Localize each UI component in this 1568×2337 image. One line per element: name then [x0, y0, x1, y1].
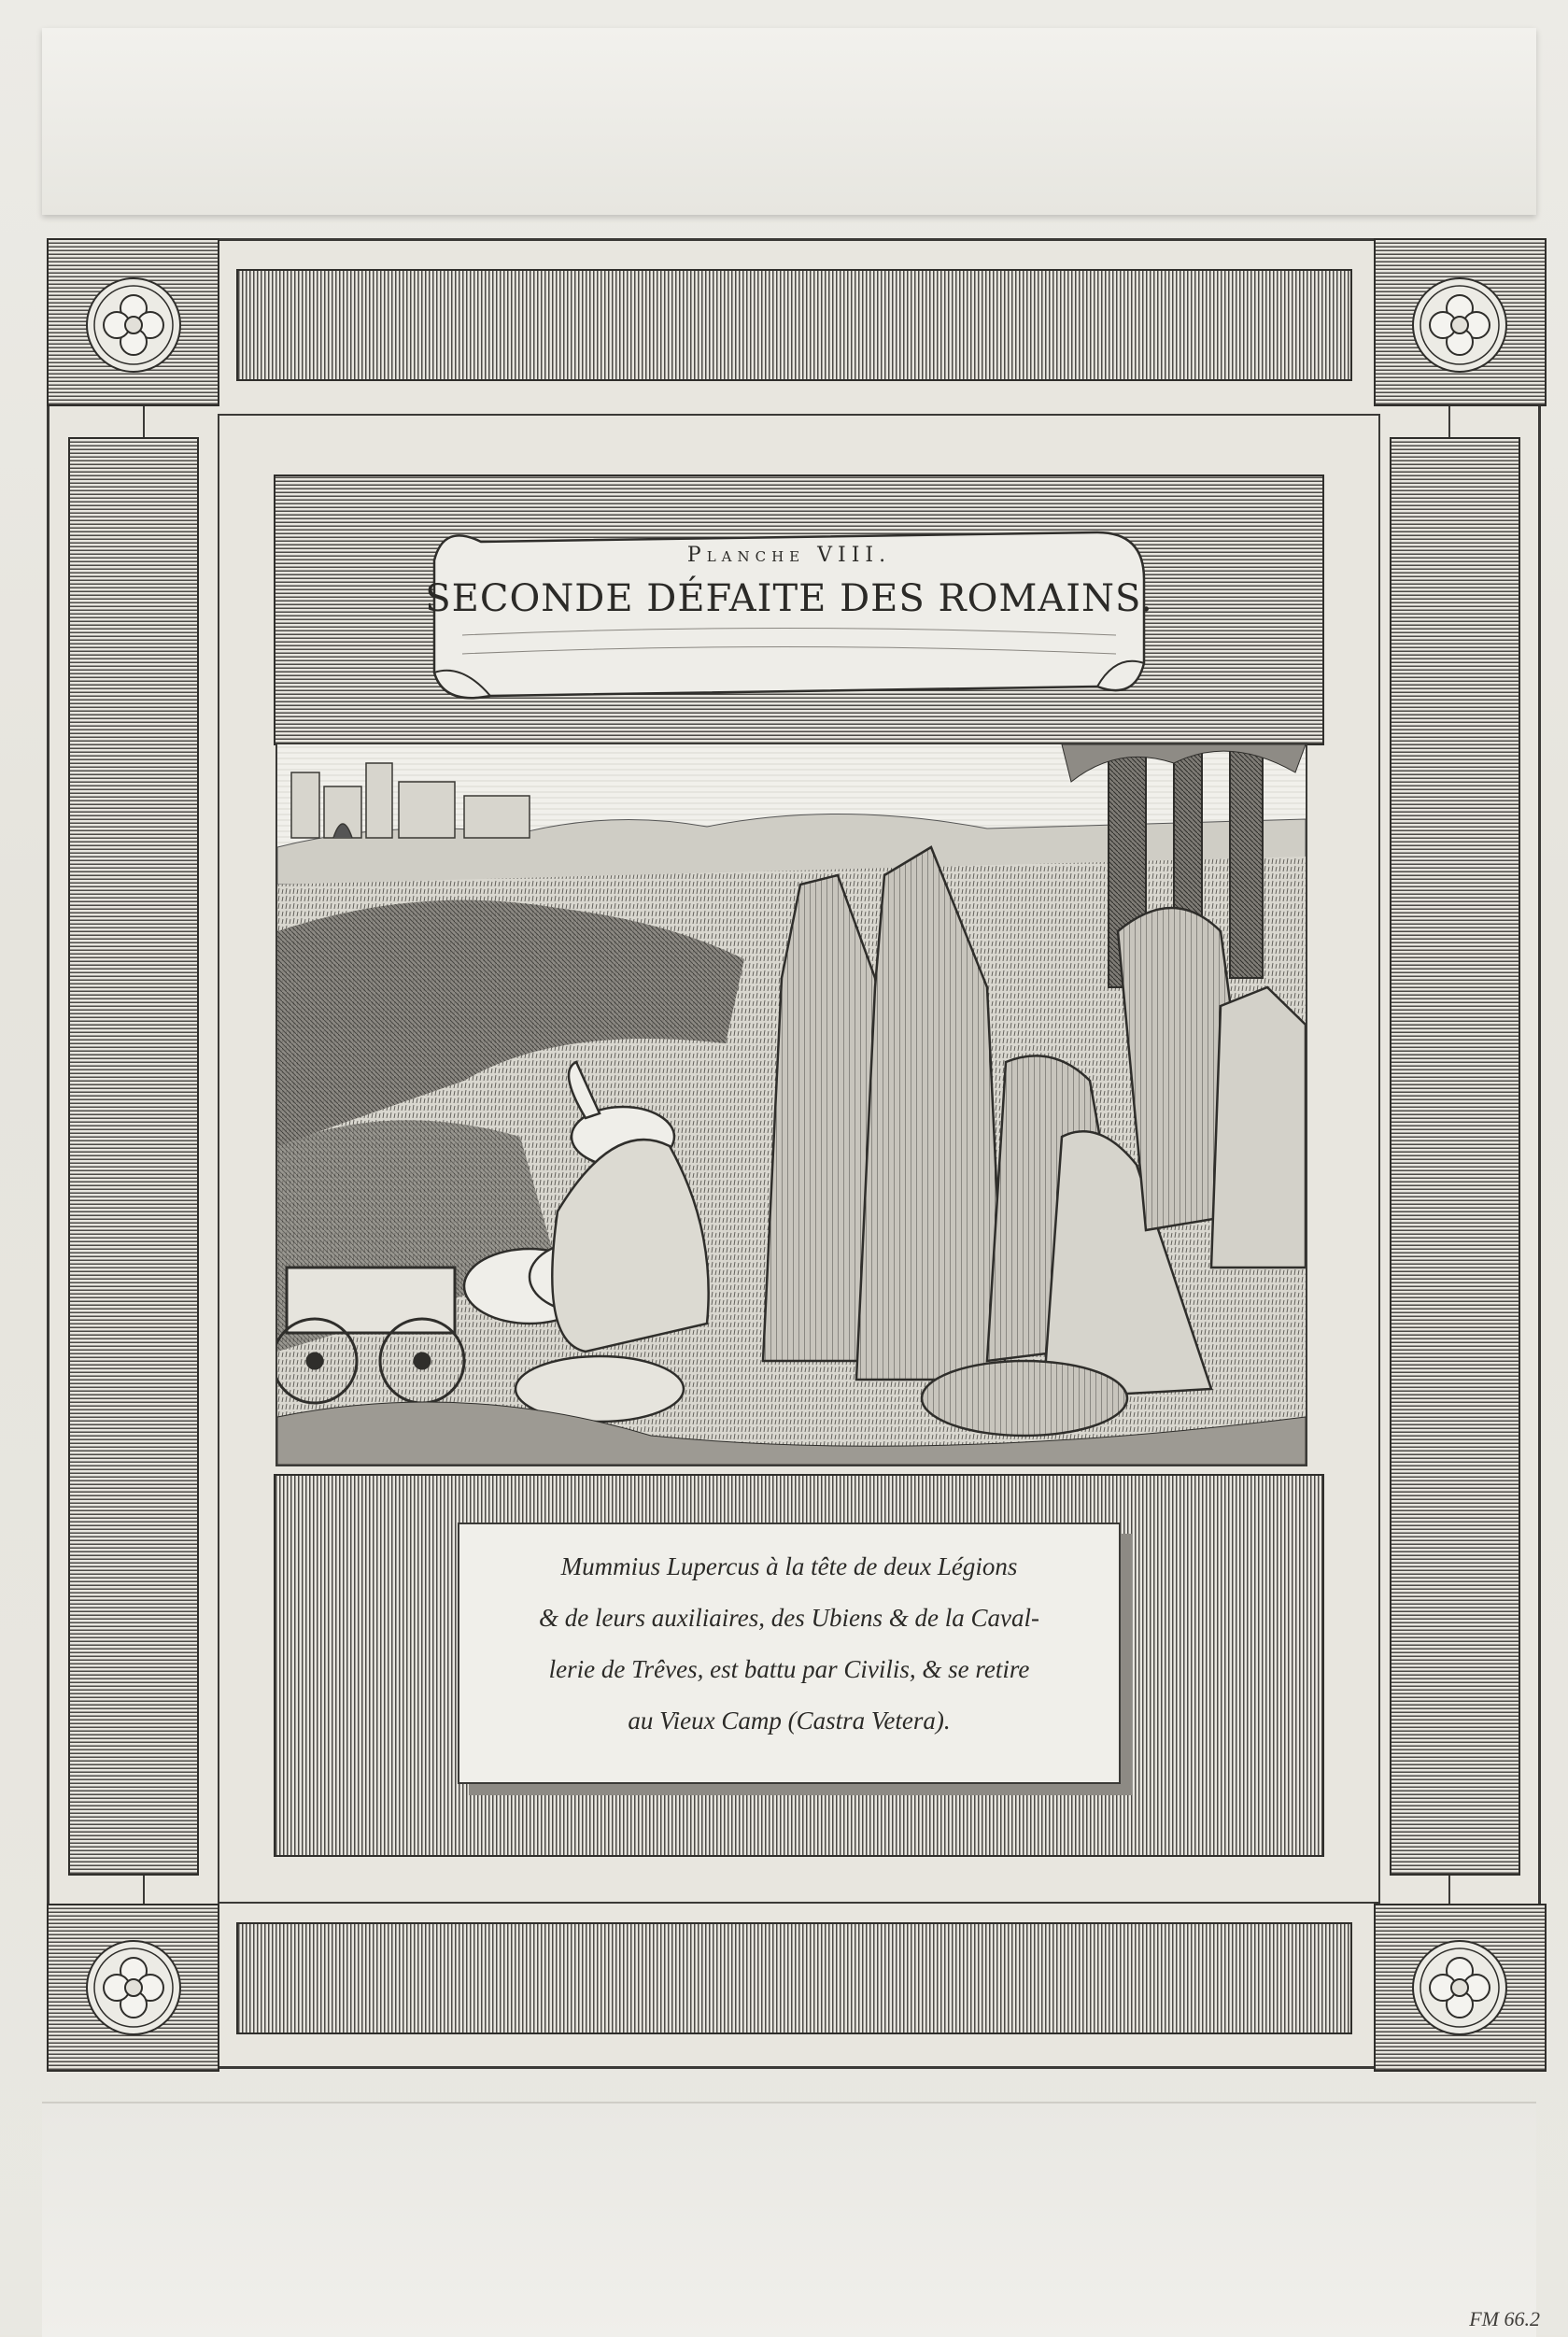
- plate-number-label: Planche VIII.: [686, 544, 892, 567]
- title-banner: [425, 523, 1153, 710]
- engraved-scene: [275, 743, 1307, 1466]
- right-hatched-band: [1390, 437, 1520, 1876]
- caption-line-2: & de leurs auxiliaires, des Ubiens & de la Caval-: [539, 1604, 1039, 1632]
- bottom-hatched-band: [236, 1922, 1352, 2034]
- plate-title: SECONDE DÉFAITE DES ROMAINS.: [425, 577, 1153, 620]
- inventory-mark: FM 66.2: [1469, 2307, 1540, 2330]
- top-hatched-band: [236, 269, 1352, 381]
- rosette-icon: [82, 274, 185, 376]
- caption-line-4: au Vieux Camp (Castra Vetera).: [628, 1707, 951, 1735]
- battle-scene-illustration: [277, 744, 1306, 1465]
- caption-cartouche: [458, 1523, 1121, 1784]
- top-paper-fold: [42, 28, 1536, 215]
- bottom-paper-fold: [42, 2102, 1536, 2337]
- rosette-icon: [82, 1936, 185, 2039]
- caption-line-3: lerie de Trêves, est battu par Civilis, & se retire: [548, 1655, 1030, 1683]
- left-hatched-band: [68, 437, 199, 1876]
- caption-line-1: Mummius Lupercus à la tête de deux Légions: [560, 1552, 1018, 1580]
- rosette-icon: [1408, 274, 1511, 376]
- rosette-icon: [1408, 1936, 1511, 2039]
